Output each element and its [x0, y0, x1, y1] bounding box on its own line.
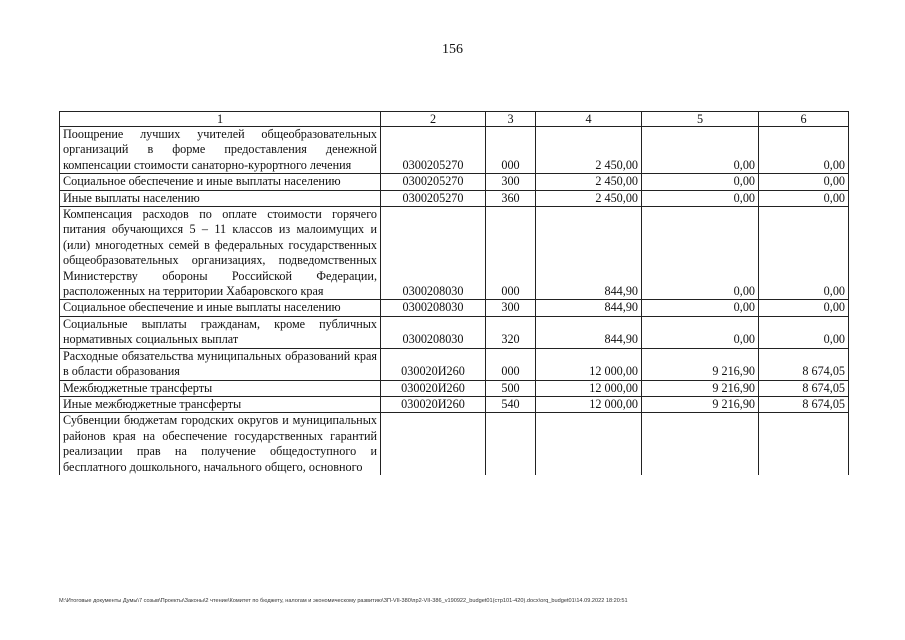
target-article-code: [381, 413, 486, 475]
row-description: Социальное обеспечение и иные выплаты населению: [60, 300, 381, 316]
amount-2024: 0,00: [759, 316, 849, 348]
amount-2024: 0,00: [759, 300, 849, 316]
amount-2022: 2 450,00: [536, 127, 642, 174]
target-article-code: 0300205270: [381, 127, 486, 174]
amount-2024: 0,00: [759, 190, 849, 206]
amount-2024: 0,00: [759, 174, 849, 190]
expense-type-code: 300: [486, 174, 536, 190]
expense-type-code: 320: [486, 316, 536, 348]
amount-2023: 0,00: [642, 174, 759, 190]
expense-type-code: 000: [486, 127, 536, 174]
amount-2022: 12 000,00: [536, 396, 642, 412]
table-row: [60, 316, 849, 348]
table-row: [60, 300, 849, 316]
expense-type-code: [486, 413, 536, 475]
target-article-code: 0300205270: [381, 174, 486, 190]
table-row: [60, 348, 849, 380]
target-article-code: 0300208030: [381, 207, 486, 300]
amount-2024: 0,00: [759, 207, 849, 300]
row-description: Расходные обязательства муниципальных образований края в области образования: [60, 348, 381, 380]
document-path-footer: M:\Итоговые документы Думы\7 созыв\Проекты\Законы\2 чтение\Комитет по бюджету, налогам и экономическому развитию\ЗП-VII-380\пр2-VII-386_v190922_budget01(стр101-420).docx\orq_budget01\14.09.2022 18:20:51: [59, 598, 628, 604]
expense-type-code: 000: [486, 207, 536, 300]
row-description: Социальное обеспечение и иные выплаты населению: [60, 174, 381, 190]
expense-type-code: 500: [486, 380, 536, 396]
table-row: [60, 174, 849, 190]
amount-2024: 8 674,05: [759, 396, 849, 412]
amount-2022: 844,90: [536, 316, 642, 348]
target-article-code: 0300208030: [381, 300, 486, 316]
amount-2023: 9 216,90: [642, 396, 759, 412]
table-row: [60, 127, 849, 174]
target-article-code: 0300208030: [381, 316, 486, 348]
amount-2024: 0,00: [759, 127, 849, 174]
expense-type-code: 360: [486, 190, 536, 206]
row-description: Социальные выплаты гражданам, кроме публичных нормативных социальных выплат: [60, 316, 381, 348]
table-row: [60, 207, 849, 300]
column-header: 2: [381, 112, 486, 127]
amount-2023: 9 216,90: [642, 348, 759, 380]
amount-2024: [759, 413, 849, 475]
amount-2024: 8 674,05: [759, 348, 849, 380]
expense-type-code: 540: [486, 396, 536, 412]
expense-type-code: 000: [486, 348, 536, 380]
row-description: Субвенции бюджетам городских округов и муниципальных районов края на обеспечение государственных гарантий реализации прав на получение общедоступного и бесплатного дошкольного, начального общего, основного: [60, 413, 381, 475]
column-header: 6: [759, 112, 849, 127]
amount-2023: [642, 413, 759, 475]
row-description: Межбюджетные трансферты: [60, 380, 381, 396]
amount-2022: [536, 413, 642, 475]
amount-2022: 12 000,00: [536, 380, 642, 396]
table-row: [60, 413, 849, 475]
target-article-code: 030020И260: [381, 348, 486, 380]
expense-type-code: 300: [486, 300, 536, 316]
amount-2023: 0,00: [642, 190, 759, 206]
row-description: Иные межбюджетные трансферты: [60, 396, 381, 412]
page-number: 156: [442, 42, 463, 57]
amount-2023: 0,00: [642, 207, 759, 300]
target-article-code: 030020И260: [381, 396, 486, 412]
amount-2022: 2 450,00: [536, 174, 642, 190]
amount-2023: 9 216,90: [642, 380, 759, 396]
table-row: [60, 396, 849, 412]
amount-2024: 8 674,05: [759, 380, 849, 396]
amount-2023: 0,00: [642, 300, 759, 316]
row-description: Иные выплаты населению: [60, 190, 381, 206]
row-description: Компенсация расходов по оплате стоимости горячего питания обучающихся 5 – 11 классов из малоимущих и (или) многодетных семей в федеральных государственных общеобразовательных организациях, подведомственных Министерству обороны Российской Федерации, расположенных на территории Хабаровского края: [60, 207, 381, 300]
budget-table: [59, 111, 849, 475]
amount-2022: 844,90: [536, 300, 642, 316]
amount-2022: 2 450,00: [536, 190, 642, 206]
amount-2023: 0,00: [642, 316, 759, 348]
table-row: [60, 190, 849, 206]
target-article-code: 030020И260: [381, 380, 486, 396]
column-header: 3: [486, 112, 536, 127]
column-header: 4: [536, 112, 642, 127]
table-row: [60, 380, 849, 396]
amount-2022: 844,90: [536, 207, 642, 300]
column-number-row: [60, 112, 849, 127]
amount-2022: 12 000,00: [536, 348, 642, 380]
target-article-code: 0300205270: [381, 190, 486, 206]
column-header: 1: [60, 112, 381, 127]
column-header: 5: [642, 112, 759, 127]
row-description: Поощрение лучших учителей общеобразовательных организаций в форме предоставления денежной компенсации стоимости санаторно-курортного лечения: [60, 127, 381, 174]
amount-2023: 0,00: [642, 127, 759, 174]
